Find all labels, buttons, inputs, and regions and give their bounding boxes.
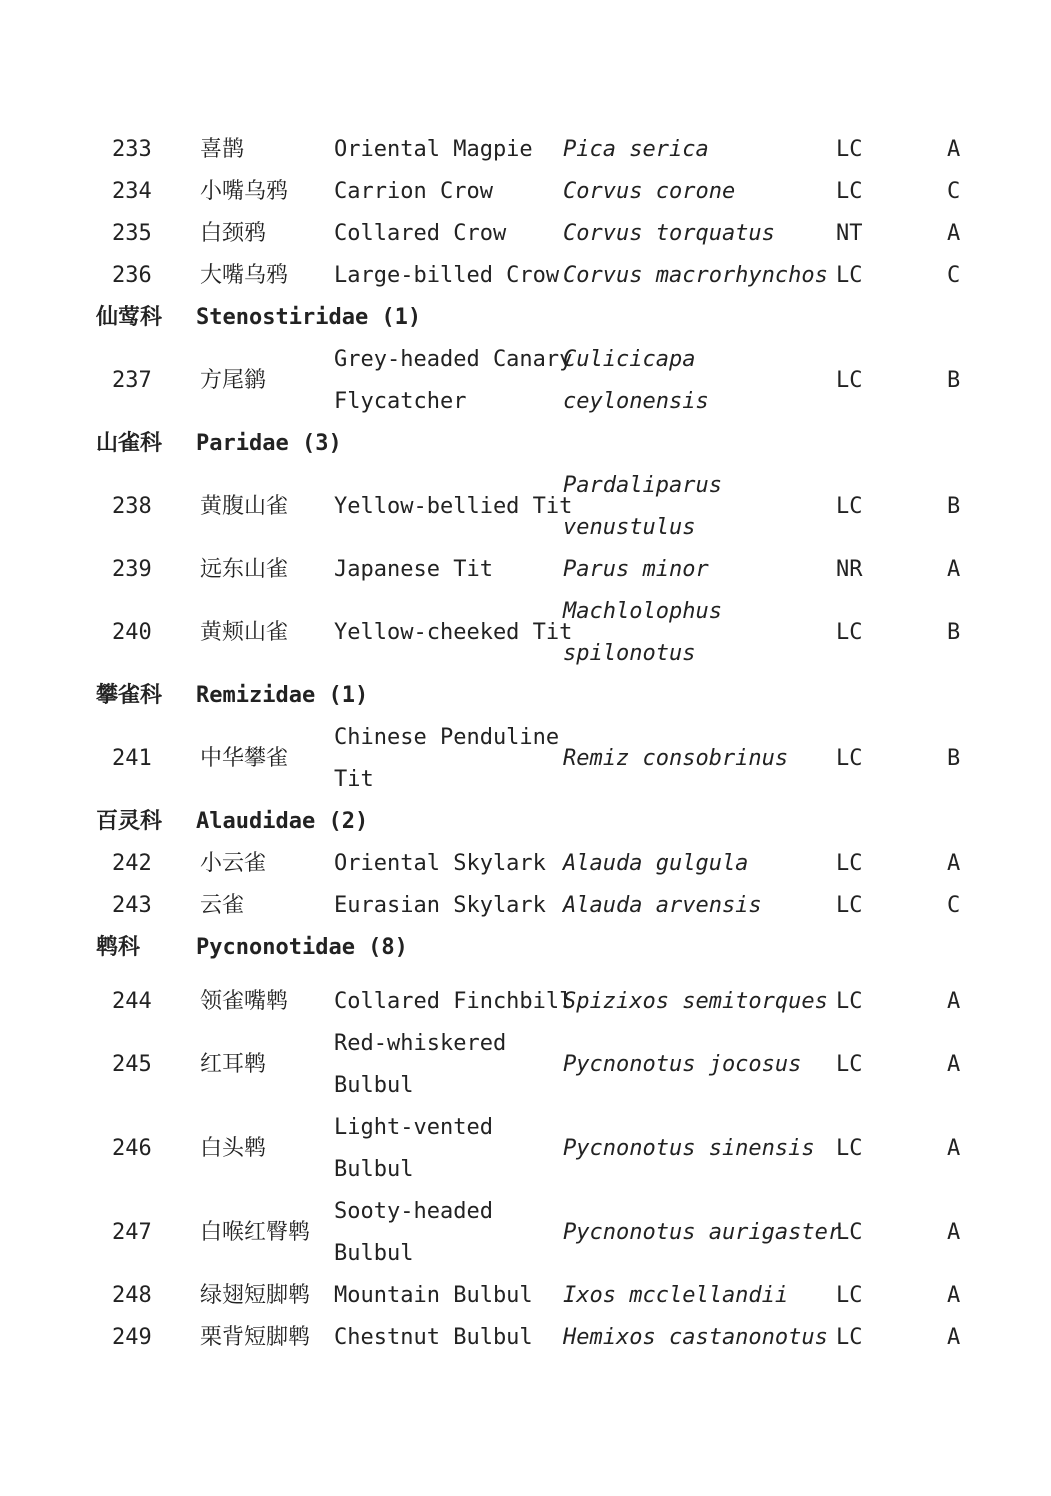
iucn-status: LC xyxy=(836,1220,863,1245)
species-chinese-name: 中华攀雀 xyxy=(200,746,289,771)
iucn-status: LC xyxy=(836,1325,863,1350)
species-scientific-name: spilonotus xyxy=(563,641,696,666)
species-english-name: Yellow-bellied Tit xyxy=(334,494,573,519)
iucn-status: LC xyxy=(836,893,863,918)
category-code: A xyxy=(947,137,961,162)
iucn-status: LC xyxy=(836,1136,863,1161)
family-header-row xyxy=(96,801,976,843)
category-code: C xyxy=(947,893,961,918)
species-number: 235 xyxy=(112,221,152,246)
category-code: A xyxy=(947,989,961,1014)
family-chinese-name: 鹎科 xyxy=(96,935,141,960)
iucn-status: LC xyxy=(836,989,863,1014)
iucn-status: LC xyxy=(836,851,863,876)
species-number: 244 xyxy=(112,989,152,1014)
species-chinese-name: 大嘴乌鸦 xyxy=(200,263,289,288)
species-english-name: Oriental Magpie xyxy=(334,137,533,162)
species-chinese-name: 白喉红臀鹎 xyxy=(200,1220,311,1245)
family-latin-name: Alaudidae (2) xyxy=(196,809,369,834)
category-code: B xyxy=(947,746,961,771)
species-chinese-name: 领雀嘴鹎 xyxy=(200,989,289,1014)
species-row xyxy=(96,171,976,213)
species-scientific-name: Alauda arvensis xyxy=(563,893,762,918)
species-chinese-name: 红耳鹎 xyxy=(200,1052,267,1077)
species-english-name: Grey-headed Canary xyxy=(334,347,573,372)
species-english-name: Sooty-headed xyxy=(334,1199,493,1224)
species-scientific-name: Corvus torquatus xyxy=(563,221,775,246)
species-number: 243 xyxy=(112,893,152,918)
iucn-status: LC xyxy=(836,368,863,393)
species-scientific-name: Parus minor xyxy=(563,557,709,582)
category-code: A xyxy=(947,1136,961,1161)
species-chinese-name: 远东山雀 xyxy=(200,557,289,582)
species-scientific-name: Machlolophus xyxy=(563,599,722,624)
species-chinese-name: 白颈鸦 xyxy=(200,221,267,246)
species-number: 249 xyxy=(112,1325,152,1350)
species-chinese-name: 栗背短脚鹎 xyxy=(200,1325,311,1350)
species-chinese-name: 云雀 xyxy=(200,893,245,918)
species-row xyxy=(96,1107,976,1191)
species-english-name: Eurasian Skylark xyxy=(334,893,546,918)
iucn-status: NT xyxy=(836,221,863,246)
species-english-name: Bulbul xyxy=(334,1241,414,1266)
species-scientific-name: Pica serica xyxy=(563,137,709,162)
iucn-status: NR xyxy=(836,557,863,582)
species-english-name: Large-billed Crow xyxy=(334,263,560,288)
species-scientific-name: Spizixos semitorques xyxy=(563,989,828,1014)
species-row xyxy=(96,1275,976,1317)
species-scientific-name: venustulus xyxy=(563,515,696,540)
species-row xyxy=(96,981,976,1023)
category-code: B xyxy=(947,368,961,393)
family-header-row xyxy=(96,927,976,969)
family-latin-name: Stenostiridae (1) xyxy=(196,305,422,330)
species-scientific-name: Remiz consobrinus xyxy=(563,746,789,771)
iucn-status: LC xyxy=(836,494,863,519)
species-row xyxy=(96,885,976,927)
category-code: A xyxy=(947,1052,961,1077)
species-table xyxy=(96,129,976,1359)
species-english-name: Chestnut Bulbul xyxy=(334,1325,533,1350)
species-english-name: Tit xyxy=(334,767,374,792)
species-scientific-name: Alauda gulgula xyxy=(563,851,749,876)
category-code: C xyxy=(947,179,961,204)
iucn-status: LC xyxy=(836,1052,863,1077)
category-code: A xyxy=(947,1283,961,1308)
species-number: 246 xyxy=(112,1136,152,1161)
family-chinese-name: 山雀科 xyxy=(96,431,163,456)
species-scientific-name: Corvus macrorhynchos xyxy=(563,263,828,288)
species-row xyxy=(96,129,976,171)
family-header-row xyxy=(96,423,976,465)
species-row xyxy=(96,1191,976,1275)
species-number: 245 xyxy=(112,1052,152,1077)
family-latin-name: Paridae (3) xyxy=(196,431,342,456)
species-english-name: Bulbul xyxy=(334,1157,414,1182)
species-english-name: Collared Finchbill xyxy=(334,989,573,1014)
iucn-status: LC xyxy=(836,137,863,162)
species-row xyxy=(96,213,976,255)
species-english-name: Oriental Skylark xyxy=(334,851,546,876)
species-english-name: Japanese Tit xyxy=(334,557,493,582)
category-code: A xyxy=(947,851,961,876)
species-number: 239 xyxy=(112,557,152,582)
species-english-name: Red-whiskered xyxy=(334,1031,507,1056)
species-row xyxy=(96,1317,976,1359)
species-scientific-name: Pycnonotus aurigaster xyxy=(563,1220,842,1245)
species-scientific-name: ceylonensis xyxy=(563,389,709,414)
species-english-name: Chinese Penduline xyxy=(334,725,560,750)
species-chinese-name: 小嘴乌鸦 xyxy=(200,179,289,204)
species-row xyxy=(96,1023,976,1107)
species-english-name: Mountain Bulbul xyxy=(334,1283,533,1308)
species-scientific-name: Culicicapa xyxy=(563,347,696,372)
species-english-name: Flycatcher xyxy=(334,389,467,414)
iucn-status: LC xyxy=(836,746,863,771)
species-english-name: Carrion Crow xyxy=(334,179,493,204)
species-number: 242 xyxy=(112,851,152,876)
species-chinese-name: 小云雀 xyxy=(200,851,267,876)
family-chinese-name: 百灵科 xyxy=(96,809,163,834)
family-header-row xyxy=(96,297,976,339)
species-scientific-name: Pycnonotus sinensis xyxy=(563,1136,815,1161)
iucn-status: LC xyxy=(836,179,863,204)
species-chinese-name: 白头鹎 xyxy=(200,1136,267,1161)
species-number: 241 xyxy=(112,746,152,771)
species-row xyxy=(96,549,976,591)
species-scientific-name: Pardaliparus xyxy=(563,473,722,498)
species-number: 234 xyxy=(112,179,152,204)
iucn-status: LC xyxy=(836,263,863,288)
iucn-status: LC xyxy=(836,620,863,645)
category-code: A xyxy=(947,557,961,582)
species-scientific-name: Pycnonotus jocosus xyxy=(563,1052,802,1077)
species-row xyxy=(96,465,976,549)
category-code: C xyxy=(947,263,961,288)
species-english-name: Collared Crow xyxy=(334,221,507,246)
family-chinese-name: 仙莺科 xyxy=(96,305,163,330)
species-chinese-name: 黄颊山雀 xyxy=(200,620,289,645)
species-row xyxy=(96,843,976,885)
iucn-status: LC xyxy=(836,1283,863,1308)
species-chinese-name: 方尾鹟 xyxy=(200,368,267,393)
family-latin-name: Remizidae (1) xyxy=(196,683,369,708)
species-chinese-name: 黄腹山雀 xyxy=(200,494,289,519)
species-scientific-name: Ixos mcclellandii xyxy=(563,1283,789,1308)
category-code: A xyxy=(947,221,961,246)
species-chinese-name: 喜鹊 xyxy=(200,137,245,162)
species-english-name: Bulbul xyxy=(334,1073,414,1098)
species-number: 236 xyxy=(112,263,152,288)
species-row xyxy=(96,339,976,423)
family-chinese-name: 攀雀科 xyxy=(96,683,163,708)
category-code: A xyxy=(947,1220,961,1245)
species-number: 240 xyxy=(112,620,152,645)
species-row xyxy=(96,717,976,801)
category-code: A xyxy=(947,1325,961,1350)
species-number: 248 xyxy=(112,1283,152,1308)
species-scientific-name: Hemixos castanonotus xyxy=(563,1325,828,1350)
category-code: B xyxy=(947,494,961,519)
species-row xyxy=(96,591,976,675)
species-english-name: Light-vented xyxy=(334,1115,493,1140)
species-number: 238 xyxy=(112,494,152,519)
category-code: B xyxy=(947,620,961,645)
species-english-name: Yellow-cheeked Tit xyxy=(334,620,573,645)
species-number: 233 xyxy=(112,137,152,162)
species-chinese-name: 绿翅短脚鹎 xyxy=(200,1283,311,1308)
species-number: 247 xyxy=(112,1220,152,1245)
species-row xyxy=(96,255,976,297)
family-header-row xyxy=(96,675,976,717)
species-number: 237 xyxy=(112,368,152,393)
species-scientific-name: Corvus corone xyxy=(563,179,736,204)
family-latin-name: Pycnonotidae (8) xyxy=(196,935,408,960)
